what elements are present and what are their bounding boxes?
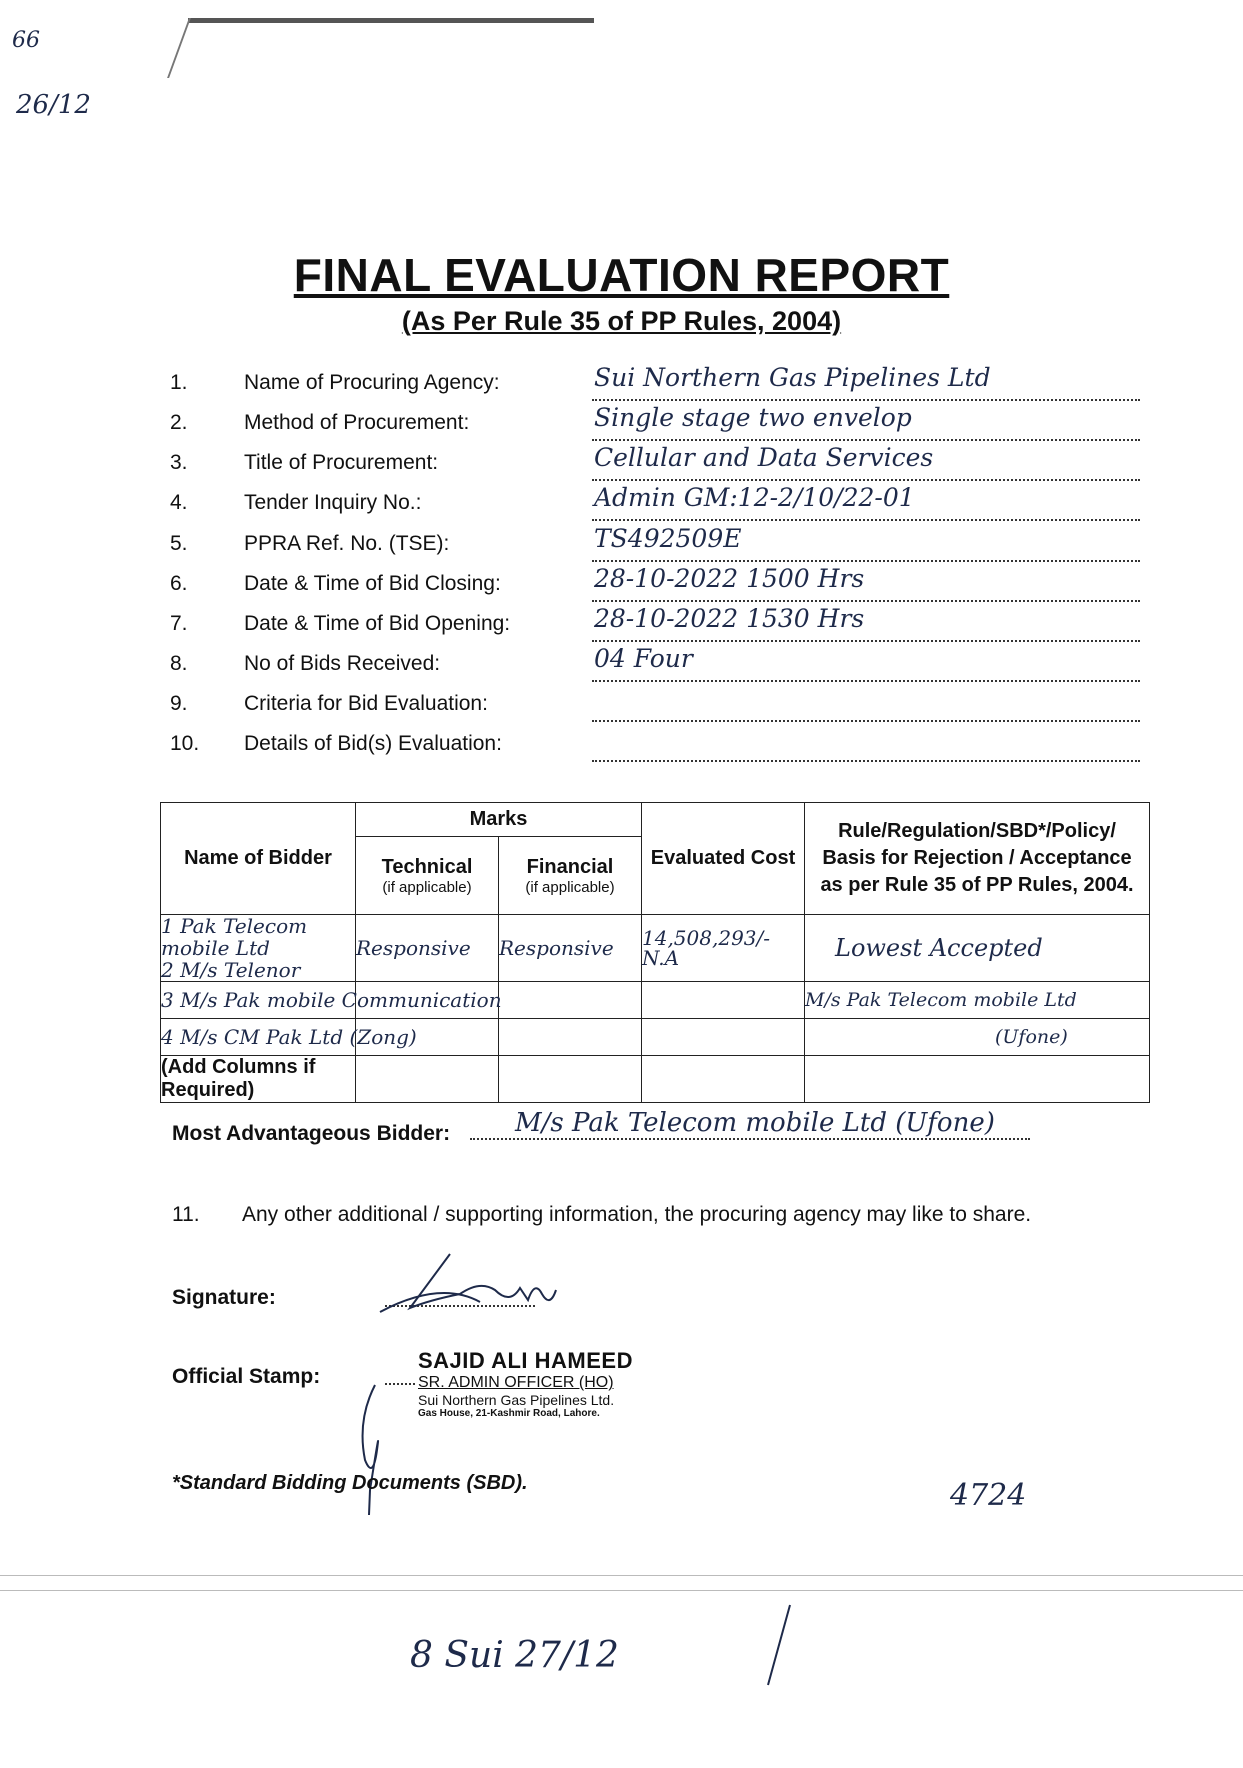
page-title: FINAL EVALUATION REPORT: [293, 249, 950, 301]
field-value: Cellular and Data Services: [594, 443, 934, 472]
field-dots: [592, 736, 1140, 762]
header-marks: Marks: [356, 803, 642, 837]
empty-cell: [499, 1056, 642, 1103]
header-evaluated-cost: Evaluated Cost: [642, 803, 805, 915]
field-row: [170, 485, 1140, 525]
most-advantageous-value: M/s Pak Telecom mobile Ltd (Ufone): [515, 1108, 995, 1138]
stamp-scribble: [355, 1380, 395, 1520]
field-value: TS492509E: [594, 524, 742, 553]
field-number: 5.: [170, 532, 188, 555]
header-name-of-bidder: Name of Bidder: [161, 803, 356, 915]
technical-cell: Responsive: [356, 915, 499, 982]
field-number: 6.: [170, 572, 188, 595]
bidder-name-cell: 4 M/s CM Pak Ltd (Zong): [161, 1019, 356, 1056]
field-label: PPRA Ref. No. (TSE):: [244, 532, 450, 555]
signature-scribble: [370, 1250, 560, 1330]
bottom-slash: [760, 1600, 800, 1690]
empty-cell: [642, 1056, 805, 1103]
financial-cell: Responsive: [499, 915, 642, 982]
field-label: Date & Time of Bid Opening:: [244, 612, 511, 635]
field-value: Admin GM:12-2/10/22-01: [594, 483, 915, 512]
item-11-num: 11.: [172, 1203, 200, 1226]
field-value: Single stage two envelop: [594, 403, 912, 432]
field-label: No of Bids Received:: [244, 652, 441, 675]
field-row: [170, 405, 1140, 445]
cost-cell: [642, 1019, 805, 1056]
field-number: 3.: [170, 451, 188, 474]
field-row: [170, 686, 1140, 726]
field-number: 4.: [170, 491, 188, 514]
stamp-name: SAJID ALI HAMEED: [418, 1348, 633, 1373]
field-number: 2.: [170, 411, 188, 434]
margin-note-top: 66: [12, 28, 40, 53]
field-value: 28-10-2022 1530 Hrs: [594, 604, 865, 633]
top-scan-bar: [188, 18, 594, 23]
table-row: [161, 1019, 1150, 1056]
field-label: Title of Procurement:: [244, 451, 439, 474]
table-row: [161, 1056, 1150, 1103]
most-advantageous-label: Most Advantageous Bidder:: [172, 1122, 451, 1145]
item-11-label: Any other additional / supporting information, the procuring agency may like to share.: [242, 1203, 1032, 1226]
stamp-designation: SR. ADMIN OFFICER (HO): [418, 1374, 614, 1391]
field-row: [170, 566, 1140, 606]
field-number: 8.: [170, 652, 188, 675]
bids-table: [160, 802, 1150, 1103]
bidder-name-cell: 1 Pak Telecom mobile Ltd 2 M/s Telenor: [161, 915, 356, 982]
cost-cell: [642, 982, 805, 1019]
empty-cell: [805, 1056, 1150, 1103]
official-stamp: [418, 1348, 633, 1419]
field-number: 7.: [170, 612, 188, 635]
field-row: [170, 526, 1140, 566]
header-financial: Financial (if applicable): [499, 837, 642, 915]
empty-cell: [356, 1056, 499, 1103]
stamp-address: Gas House, 21-Kashmir Road, Lahore.: [418, 1408, 600, 1419]
page-subtitle: (As Per Rule 35 of PP Rules, 2004): [401, 306, 842, 336]
margin-note-date: 26/12: [16, 90, 91, 120]
field-label: Method of Procurement:: [244, 411, 470, 434]
field-row: [170, 365, 1140, 405]
field-row: [170, 606, 1140, 646]
bottom-handwritten-note: 8 Sui 27/12: [410, 1635, 619, 1676]
field-row: [170, 646, 1140, 686]
financial-cell: [499, 1019, 642, 1056]
signature-label: Signature:: [172, 1286, 276, 1309]
field-label: Details of Bid(s) Evaluation:: [244, 732, 502, 755]
add-columns-note: (Add Columns if Required): [161, 1056, 356, 1103]
field-value: 04 Four: [594, 644, 693, 673]
stamp-company: Sui Northern Gas Pipelines Ltd.: [418, 1392, 615, 1408]
bidder-name-cell: 3 M/s Pak mobile Communication: [161, 982, 356, 1019]
item-11: [172, 1203, 1032, 1227]
field-value: Sui Northern Gas Pipelines Ltd: [594, 363, 991, 392]
rule-cell: M/s Pak Telecom mobile Ltd: [805, 982, 1150, 1019]
table-row: [161, 982, 1150, 1019]
right-handwritten-number: 4724: [950, 1478, 1027, 1513]
table-row: [161, 915, 1150, 982]
header-rule: Rule/Regulation/SBD*/Policy/ Basis for Rejection / Acceptance as per Rule 35 of PP Rules, 2004.: [805, 803, 1150, 915]
field-label: Criteria for Bid Evaluation:: [244, 692, 488, 715]
cost-cell: 14,508,293/- N.A: [642, 915, 805, 982]
field-row: [170, 726, 1140, 766]
footnote: *Standard Bidding Documents (SBD).: [172, 1472, 528, 1494]
rule-cell: Lowest Accepted: [805, 915, 1150, 982]
field-label: Tender Inquiry No.:: [244, 491, 422, 514]
field-label: Name of Procuring Agency:: [244, 371, 500, 394]
field-value: 28-10-2022 1500 Hrs: [594, 564, 865, 593]
scan-line: [0, 1590, 1243, 1591]
official-stamp-label: Official Stamp:: [172, 1365, 321, 1388]
scan-line: [0, 1575, 1243, 1576]
header-technical: Technical (if applicable): [356, 837, 499, 915]
field-number: 10.: [170, 732, 200, 755]
field-label: Date & Time of Bid Closing:: [244, 572, 501, 595]
rule-cell: (Ufone): [805, 1019, 1150, 1056]
field-number: 9.: [170, 692, 188, 715]
financial-cell: [499, 982, 642, 1019]
most-advantageous-dots: [470, 1138, 1030, 1140]
top-corner-mark: [167, 18, 191, 78]
field-number: 1.: [170, 371, 188, 394]
field-row: [170, 445, 1140, 485]
field-dots: [592, 696, 1140, 722]
